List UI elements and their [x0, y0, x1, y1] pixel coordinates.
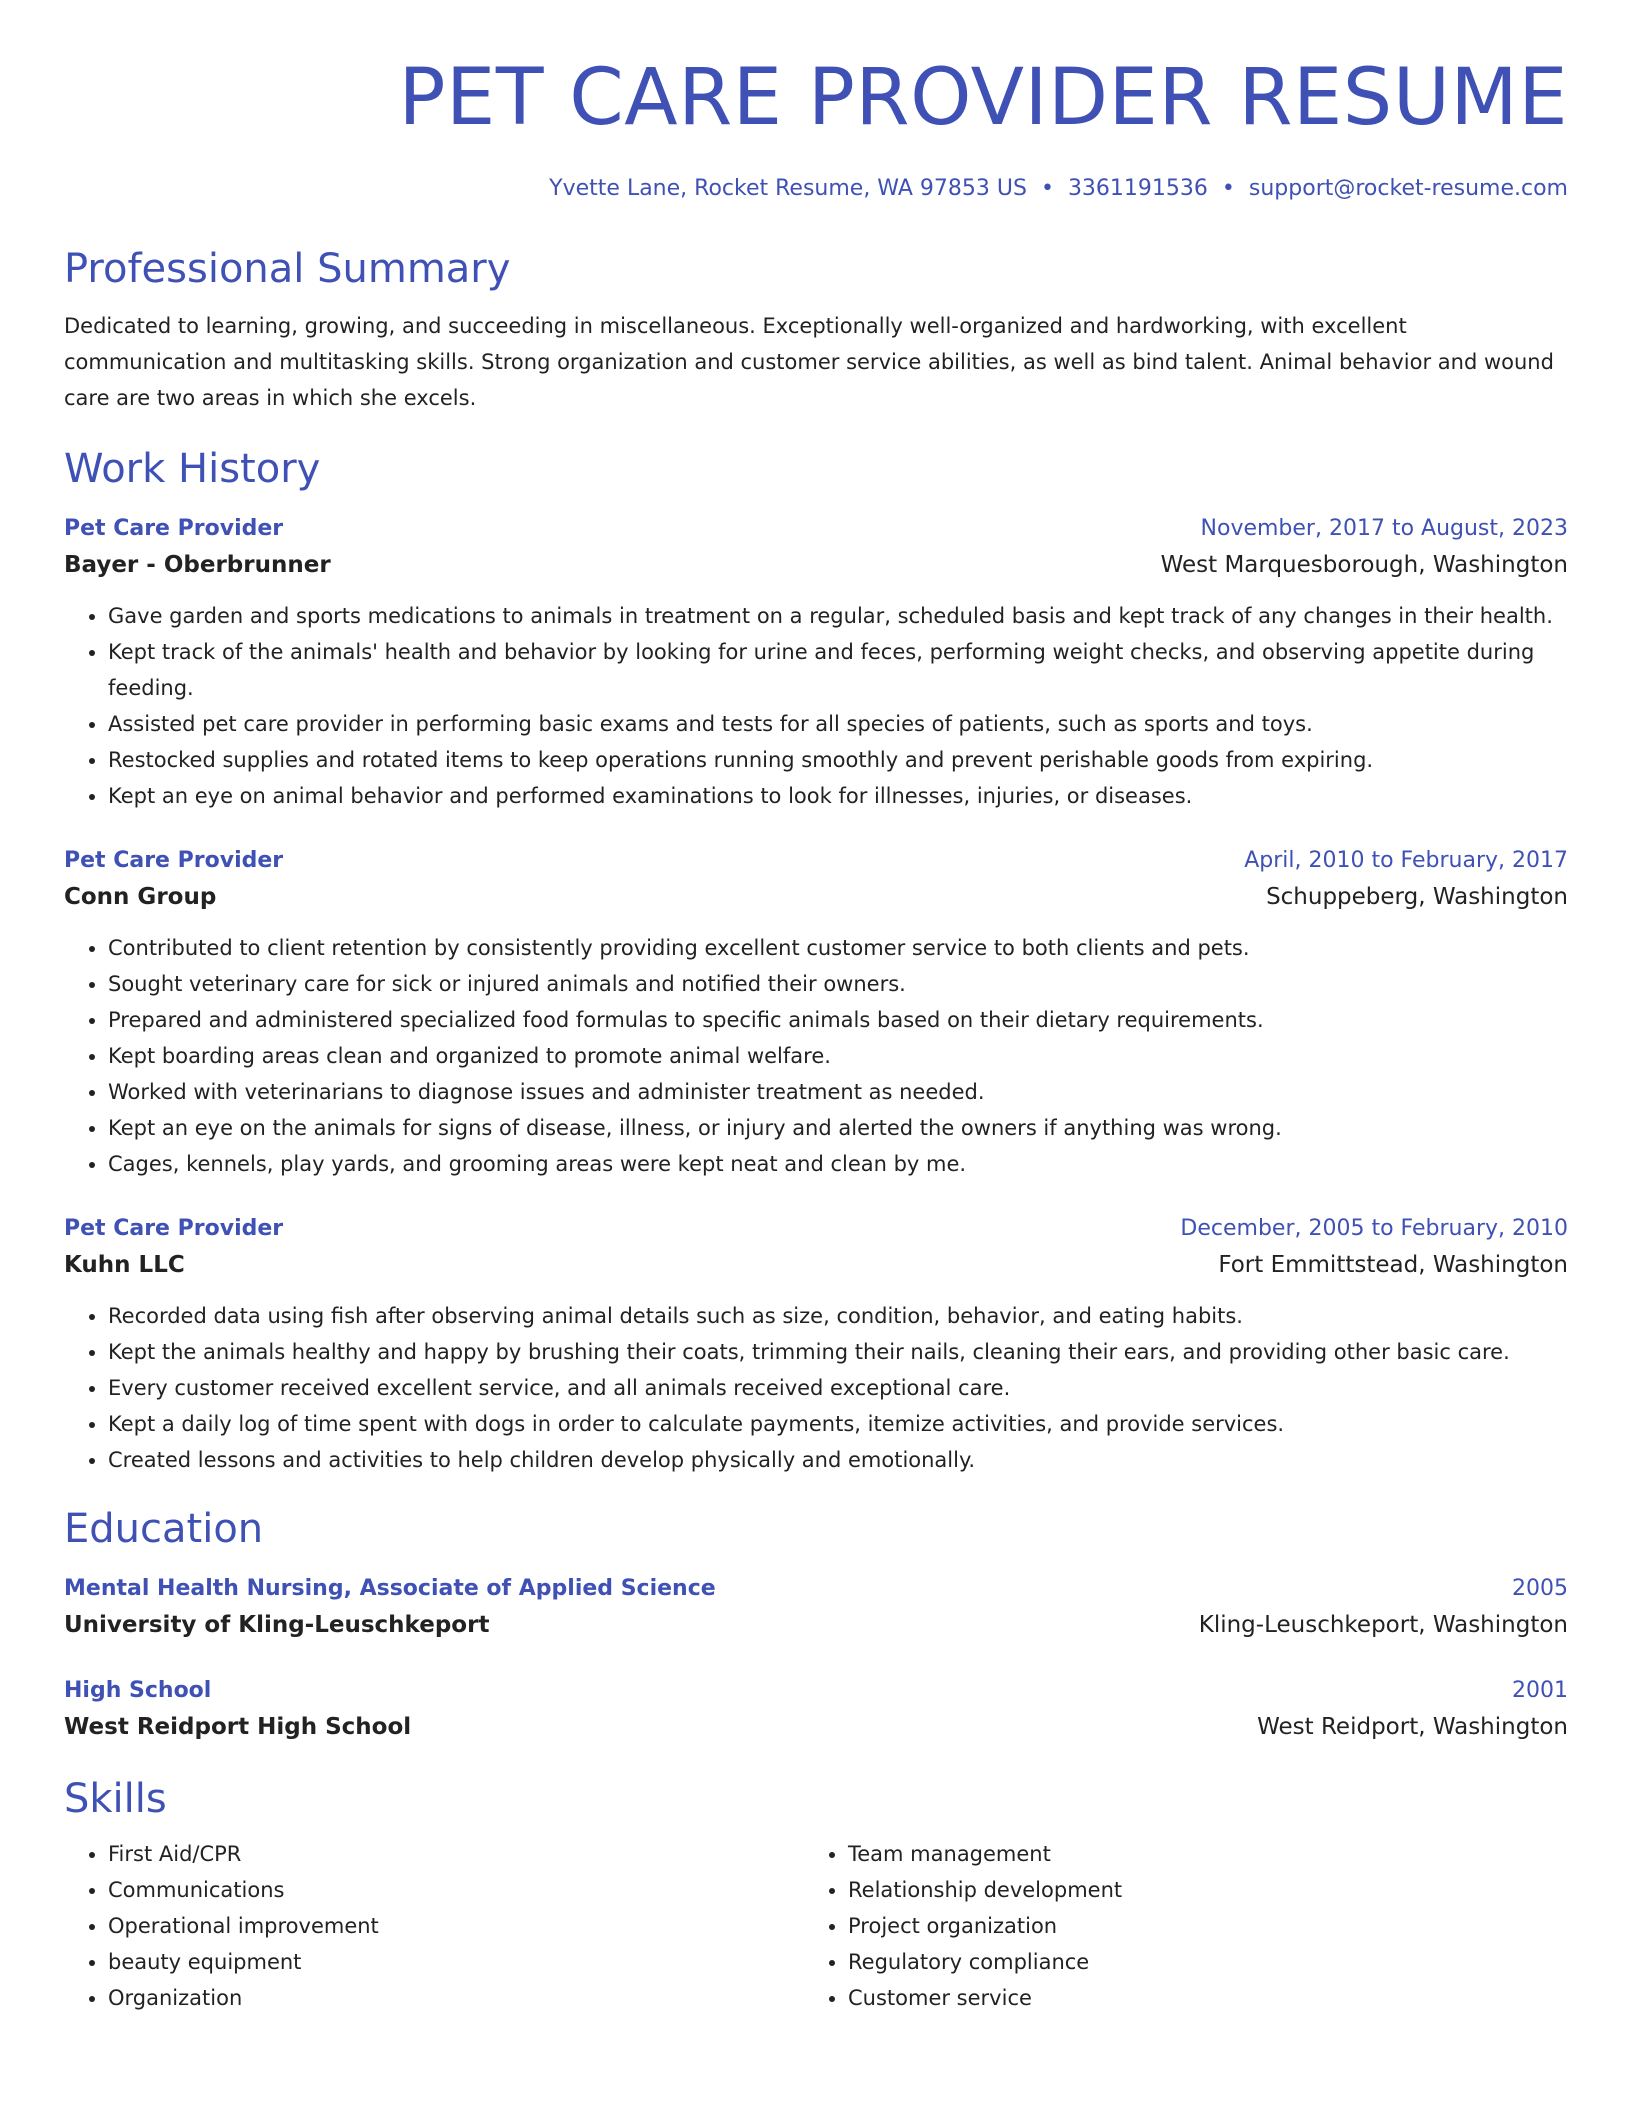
job-duty: • Kept an eye on animal behavior and performed examinations to look for illnesses, injuries, or diseases.	[108, 778, 1568, 814]
education-location: West Reidport, Washington	[1257, 1714, 1568, 1740]
job-duty: • Recorded data using fish after observing animal details such as size, condition, behavior, and eating habits.	[108, 1298, 1568, 1334]
work-history-heading: Work History	[64, 446, 321, 492]
job-duty: • Kept track of the animals' health and behavior by looking for urine and feces, performing weight checks, and observing appetite during feeding.	[108, 634, 1568, 706]
job-duty: • Cages, kennels, play yards, and grooming areas were kept neat and clean by me.	[108, 1146, 1568, 1182]
skill-item: • Communications	[108, 1872, 804, 1908]
skills-heading: Skills	[64, 1776, 167, 1822]
job-location: West Marquesborough, Washington	[1160, 552, 1568, 578]
education-year: 2001	[1512, 1678, 1568, 1703]
skill-item: • Organization	[108, 1980, 804, 2016]
job-entry	[64, 512, 1568, 814]
job-dates: April, 2010 to February, 2017	[1244, 848, 1568, 873]
job-duty: • Assisted pet care provider in performing basic exams and tests for all species of patients, such as sports and toys.	[108, 706, 1568, 742]
job-duty: • Contributed to client retention by consistently providing excellent customer service to both clients and pets.	[108, 930, 1568, 966]
job-duty: • Sought veterinary care for sick or injured animals and notified their owners.	[108, 966, 1568, 1002]
job-duty: • Kept an eye on the animals for signs of disease, illness, or injury and alerted the owners if anything was wrong.	[108, 1110, 1568, 1146]
skills-column-right	[804, 1836, 1544, 2016]
education-location: Kling-Leuschkeport, Washington	[1198, 1612, 1568, 1638]
job-duty: • Every customer received excellent service, and all animals received exceptional care.	[108, 1370, 1568, 1406]
skill-item: • Operational improvement	[108, 1908, 804, 1944]
skill-item: • Customer service	[848, 1980, 1544, 2016]
contact-separator: •	[1040, 176, 1054, 201]
job-employer: Bayer - Oberbrunner	[64, 552, 331, 578]
job-role: Pet Care Provider	[64, 1216, 284, 1241]
education-entry	[64, 1572, 1568, 1644]
job-role: Pet Care Provider	[64, 848, 284, 873]
job-duties	[64, 598, 1568, 814]
summary-text: Dedicated to learning, growing, and succeeding in miscellaneous. Exceptionally well-organized and hardworking, with excellent communication and multitasking skills. Strong organization and customer service abilities, as well as bind talent. Animal behavior and wound care are two areas in which she excels.	[64, 314, 1554, 410]
job-dates: December, 2005 to February, 2010	[1180, 1216, 1568, 1241]
job-duty: • Kept boarding areas clean and organized to promote animal welfare.	[108, 1038, 1568, 1074]
contact-separator: •	[1221, 176, 1235, 201]
job-duty: • Restocked supplies and rotated items to keep operations running smoothly and prevent perishable goods from expiring.	[108, 742, 1568, 778]
skill-item: • First Aid/CPR	[108, 1836, 804, 1872]
skill-item: • Regulatory compliance	[848, 1944, 1544, 1980]
job-duty: • Kept the animals healthy and happy by brushing their coats, trimming their nails, cleaning their ears, and providing other basic care.	[108, 1334, 1568, 1370]
education-school: University of Kling-Leuschkeport	[64, 1612, 490, 1638]
job-duty: • Created lessons and activities to help children develop physically and emotionally.	[108, 1442, 1568, 1478]
job-duty: • Kept a daily log of time spent with dogs in order to calculate payments, itemize activities, and provide services.	[108, 1406, 1568, 1442]
job-duty: • Worked with veterinarians to diagnose issues and administer treatment as needed.	[108, 1074, 1568, 1110]
job-duties	[64, 930, 1568, 1182]
education-degree: High School	[64, 1678, 212, 1703]
summary-heading: Professional Summary	[64, 246, 511, 292]
education-entry	[64, 1674, 1568, 1746]
resume-header	[64, 0, 1568, 204]
job-dates: November, 2017 to August, 2023	[1200, 516, 1568, 541]
contact-line	[64, 174, 1568, 204]
skill-item: • beauty equipment	[108, 1944, 804, 1980]
contact-address: Yvette Lane, Rocket Resume, WA 97853 US	[549, 176, 1027, 201]
skill-item: • Team management	[848, 1836, 1544, 1872]
job-role: Pet Care Provider	[64, 516, 284, 541]
resume-title: PET CARE PROVIDER RESUME	[398, 53, 1568, 143]
skills-column-left	[64, 1836, 804, 2016]
job-duty: • Prepared and administered specialized food formulas to specific animals based on their dietary requirements.	[108, 1002, 1568, 1038]
job-entry	[64, 844, 1568, 1182]
job-duties	[64, 1298, 1568, 1478]
job-entry	[64, 1212, 1568, 1478]
job-duty: • Gave garden and sports medications to animals in treatment on a regular, scheduled basis and kept track of any changes in their health.	[108, 598, 1568, 634]
education-year: 2005	[1512, 1576, 1568, 1601]
contact-phone: 3361191536	[1067, 176, 1208, 201]
contact-email: support@rocket-resume.com	[1248, 176, 1568, 201]
job-employer: Conn Group	[64, 884, 217, 910]
job-employer: Kuhn LLC	[64, 1252, 185, 1278]
skill-item: • Relationship development	[848, 1872, 1544, 1908]
job-location: Schuppeberg, Washington	[1266, 884, 1568, 910]
education-school: West Reidport High School	[64, 1714, 412, 1740]
skills-list	[64, 1836, 1568, 2016]
education-degree: Mental Health Nursing, Associate of Applied Science	[64, 1576, 716, 1601]
job-location: Fort Emmittstead, Washington	[1218, 1252, 1568, 1278]
education-heading: Education	[64, 1506, 264, 1552]
skill-item: • Project organization	[848, 1908, 1544, 1944]
